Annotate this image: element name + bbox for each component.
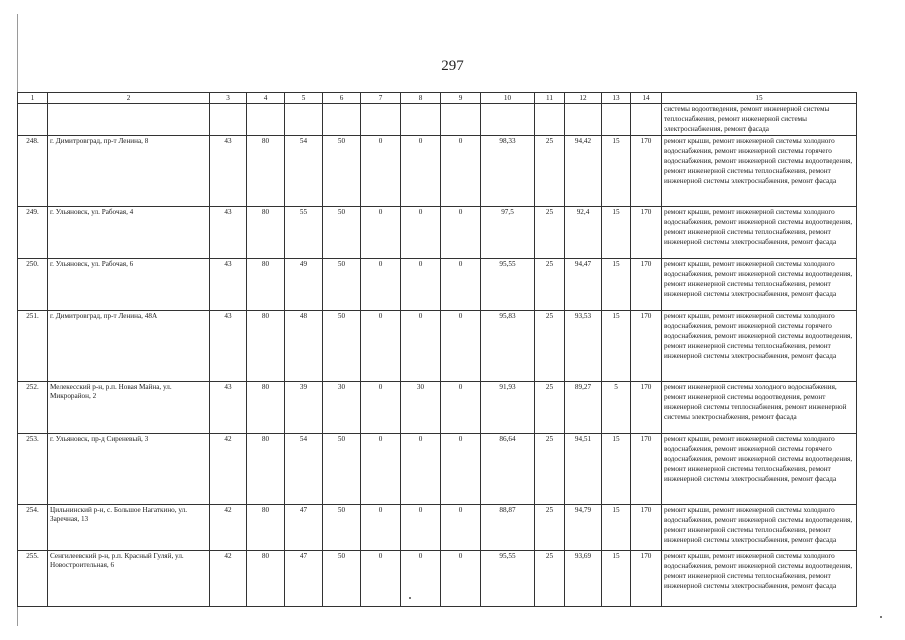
cell-col12: 89,27 — [565, 382, 602, 434]
cell-col5: 47 — [285, 551, 323, 607]
cell-col7: 0 — [361, 382, 401, 434]
cell-works-list: ремонт крыши, ремонт инженерной системы холодного водоснабжения, ремонт инженерной системы горячего водоснабжения, ремонт инженерной системы водоотведения, ремонт инженерной системы теплоснабжения, ремонт инженерной системы электроснабжения, ремонт фасада — [662, 136, 857, 207]
cell-col14: 170 — [631, 434, 662, 505]
cell-col5: 54 — [285, 434, 323, 505]
scan-speck — [880, 616, 882, 618]
cell-row-number: 253. — [18, 434, 48, 505]
cell-works-list: ремонт крыши, ремонт инженерной системы холодного водоснабжения, ремонт инженерной системы водоотведения, ремонт инженерной системы теплоснабжения, ремонт инженерной системы электроснабжения, ремонт фасада — [662, 551, 857, 607]
cell-col12: 94,47 — [565, 259, 602, 311]
cell-works-list: ремонт крыши, ремонт инженерной системы холодного водоснабжения, ремонт инженерной системы водоотведения, ремонт инженерной системы теплоснабжения, ремонт инженерной системы электроснабжения, ремонт фасада — [662, 207, 857, 259]
cell-col9: 0 — [441, 382, 481, 434]
cell-col11: 25 — [535, 207, 565, 259]
cell-col14: 170 — [631, 311, 662, 382]
cell-col12: 94,51 — [565, 434, 602, 505]
cell-col8: 0 — [401, 311, 441, 382]
cell-row-number: 249. — [18, 207, 48, 259]
cell-col9: 0 — [441, 505, 481, 551]
cell-col8: 0 — [401, 434, 441, 505]
col-num-5: 5 — [285, 93, 323, 104]
cell-col5: 54 — [285, 136, 323, 207]
cell-address: Сенгилеевский р-н, р.п. Красный Гуляй, ул. Новостроительная, 6 — [48, 551, 210, 607]
col-num-3: 3 — [210, 93, 247, 104]
cell-row-number: 255. — [18, 551, 48, 607]
cell-col14: 170 — [631, 136, 662, 207]
cell-col3: 42 — [210, 505, 247, 551]
cell-row-number: 252. — [18, 382, 48, 434]
cell-address: Цильнинский р-н, с. Большое Нагаткино, ул. Заречная, 13 — [48, 505, 210, 551]
cell-col13: 5 — [602, 382, 631, 434]
cell-col5: 48 — [285, 311, 323, 382]
cell-col13: 15 — [602, 505, 631, 551]
cell-address: г. Ульяновск, ул. Рабочая, 6 — [48, 259, 210, 311]
cell-col9: 0 — [441, 434, 481, 505]
cell-col7: 0 — [361, 551, 401, 607]
col-num-6: 6 — [323, 93, 361, 104]
cell-address: г. Димитровград, пр-т Ленина, 8 — [48, 136, 210, 207]
cell-col4: 80 — [247, 551, 285, 607]
cell-col14: 170 — [631, 382, 662, 434]
col-num-7: 7 — [361, 93, 401, 104]
cell-col14: 170 — [631, 259, 662, 311]
cell-col11: 25 — [535, 382, 565, 434]
col-num-2: 2 — [48, 93, 210, 104]
cell-col11: 25 — [535, 259, 565, 311]
table-row — [18, 382, 857, 434]
col-num-13: 13 — [602, 93, 631, 104]
cell-col8: 30 — [401, 382, 441, 434]
cell-col10: 88,87 — [481, 505, 535, 551]
cell-col4: 80 — [247, 505, 285, 551]
cell-col6: 30 — [323, 382, 361, 434]
cell-col12: 93,53 — [565, 311, 602, 382]
cell-col12: 94,42 — [565, 136, 602, 207]
cell-works-list: ремонт инженерной системы холодного водоснабжения, ремонт инженерной системы водоотведения, ремонт инженерной системы теплоснабжения, ремонт инженерной системы электроснабжения, ремонт фасада — [662, 382, 857, 434]
column-number-row — [18, 93, 857, 104]
cell-works-list: ремонт крыши, ремонт инженерной системы холодного водоснабжения, ремонт инженерной системы горячего водоснабжения, ремонт инженерной системы водоотведения, ремонт инженерной системы теплоснабжения, ремонт инженерной системы электроснабжения, ремонт фасада — [662, 434, 857, 505]
cell-col7: 0 — [361, 505, 401, 551]
table-row — [18, 311, 857, 382]
table-row — [18, 505, 857, 551]
cell-row-number: 251. — [18, 311, 48, 382]
col-num-9: 9 — [441, 93, 481, 104]
scan-speck — [409, 597, 411, 599]
cell-col6: 50 — [323, 434, 361, 505]
col-num-8: 8 — [401, 93, 441, 104]
cell-row-number: 254. — [18, 505, 48, 551]
cell-col4: 80 — [247, 434, 285, 505]
cell-address: г. Димитровград, пр-т Ленина, 48А — [48, 311, 210, 382]
cell-col12: 94,79 — [565, 505, 602, 551]
continuation-row — [18, 104, 857, 136]
cell-col5: 39 — [285, 382, 323, 434]
cell-col12: 93,69 — [565, 551, 602, 607]
cell-col3: 42 — [210, 434, 247, 505]
cell-col10: 98,33 — [481, 136, 535, 207]
cell-col5: 49 — [285, 259, 323, 311]
cell-col8: 0 — [401, 551, 441, 607]
col-num-11: 11 — [535, 93, 565, 104]
cell-row-number: 248. — [18, 136, 48, 207]
page-number: 297 — [441, 58, 464, 74]
cell-col10: 86,64 — [481, 434, 535, 505]
cell-col7: 0 — [361, 311, 401, 382]
cell-col14: 170 — [631, 505, 662, 551]
cell-col10: 95,55 — [481, 551, 535, 607]
cell-col8: 0 — [401, 259, 441, 311]
cell-works-list: ремонт крыши, ремонт инженерной системы холодного водоснабжения, ремонт инженерной системы горячего водоснабжения, ремонт инженерной системы водоотведения, ремонт инженерной системы теплоснабжения, ремонт инженерной системы электроснабжения, ремонт фасада — [662, 311, 857, 382]
cell-col3: 43 — [210, 311, 247, 382]
cell-col9: 0 — [441, 551, 481, 607]
col-num-1: 1 — [18, 93, 48, 104]
cell-col13: 15 — [602, 551, 631, 607]
cell-works-list: ремонт крыши, ремонт инженерной системы холодного водоснабжения, ремонт инженерной системы водоотведения, ремонт инженерной системы теплоснабжения, ремонт инженерной системы электроснабжения, ремонт фасада — [662, 505, 857, 551]
cell-col14: 170 — [631, 551, 662, 607]
cell-col6: 50 — [323, 311, 361, 382]
table-row — [18, 551, 857, 607]
cell-col6: 50 — [323, 505, 361, 551]
cell-col13: 15 — [602, 207, 631, 259]
cell-col6: 50 — [323, 207, 361, 259]
table-row — [18, 434, 857, 505]
cell-col4: 80 — [247, 382, 285, 434]
cell-col7: 0 — [361, 136, 401, 207]
cell-col7: 0 — [361, 434, 401, 505]
cell-col9: 0 — [441, 259, 481, 311]
cell-col7: 0 — [361, 207, 401, 259]
cell-col5: 47 — [285, 505, 323, 551]
cell-row-number: 250. — [18, 259, 48, 311]
cell-col7: 0 — [361, 259, 401, 311]
cell-col13: 15 — [602, 434, 631, 505]
col-num-14: 14 — [631, 93, 662, 104]
cell-col8: 0 — [401, 505, 441, 551]
cell-col13: 15 — [602, 311, 631, 382]
cell-col12: 92,4 — [565, 207, 602, 259]
cell-address: г. Ульяновск, пр-д Сиреневый, 3 — [48, 434, 210, 505]
cell-col3: 43 — [210, 259, 247, 311]
cell-col9: 0 — [441, 311, 481, 382]
cell-col11: 25 — [535, 551, 565, 607]
cell-col3: 43 — [210, 207, 247, 259]
table-row — [18, 136, 857, 207]
cell-col13: 15 — [602, 259, 631, 311]
cell-col11: 25 — [535, 311, 565, 382]
cell-col3: 42 — [210, 551, 247, 607]
cell-col13: 15 — [602, 136, 631, 207]
cell-col10: 97,5 — [481, 207, 535, 259]
cell-col8: 0 — [401, 207, 441, 259]
col-num-10: 10 — [481, 93, 535, 104]
cell-col8: 0 — [401, 136, 441, 207]
cell-address: Мелекесский р-н, р.п. Новая Майна, ул. Микрорайон, 2 — [48, 382, 210, 434]
cell-col9: 0 — [441, 207, 481, 259]
cell-col4: 80 — [247, 311, 285, 382]
col-num-12: 12 — [565, 93, 602, 104]
table-row — [18, 259, 857, 311]
cell-col10: 91,93 — [481, 382, 535, 434]
repair-register-table — [17, 92, 857, 607]
col-num-4: 4 — [247, 93, 285, 104]
cell-col14: 170 — [631, 207, 662, 259]
cell-col4: 80 — [247, 207, 285, 259]
cell-col3: 43 — [210, 382, 247, 434]
table-row — [18, 207, 857, 259]
continuation-works: системы водоотведения, ремонт инженерной системы теплоснабжения, ремонт инженерной системы электроснабжения, ремонт фасада — [662, 104, 857, 136]
cell-col4: 80 — [247, 136, 285, 207]
cell-col6: 50 — [323, 136, 361, 207]
cell-col3: 43 — [210, 136, 247, 207]
cell-col5: 55 — [285, 207, 323, 259]
cell-col10: 95,83 — [481, 311, 535, 382]
cell-col4: 80 — [247, 259, 285, 311]
cell-col9: 0 — [441, 136, 481, 207]
cell-col11: 25 — [535, 136, 565, 207]
cell-col6: 50 — [323, 551, 361, 607]
cell-col11: 25 — [535, 505, 565, 551]
cell-address: г. Ульяновск, ул. Рабочая, 4 — [48, 207, 210, 259]
col-num-15: 15 — [662, 93, 857, 104]
cell-col6: 50 — [323, 259, 361, 311]
cell-col10: 95,55 — [481, 259, 535, 311]
cell-works-list: ремонт крыши, ремонт инженерной системы холодного водоснабжения, ремонт инженерной системы водоотведения, ремонт инженерной системы теплоснабжения, ремонт инженерной системы электроснабжения, ремонт фасада — [662, 259, 857, 311]
cell-col11: 25 — [535, 434, 565, 505]
